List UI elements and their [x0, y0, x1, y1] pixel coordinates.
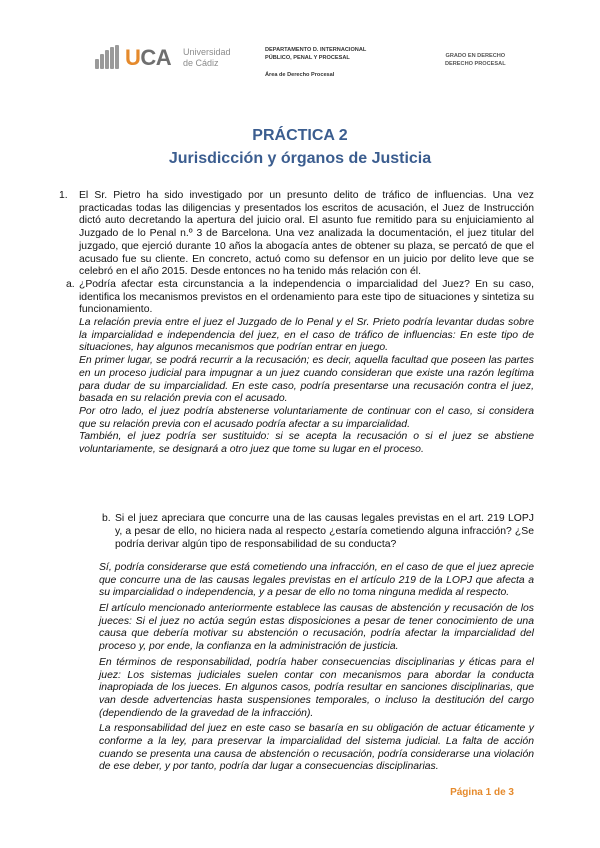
question-1b-block — [62, 503, 534, 777]
question-1a — [66, 278, 534, 317]
degree-block — [445, 53, 506, 68]
grado-line2: DERECHO PROCESAL — [445, 60, 506, 67]
department-block — [265, 47, 366, 80]
answer-paragraph: La responsabilidad del juez en este caso se basaría en su obligación de actuar éticamente y conforme a la ley, para preservar la imparcialidad del sistema judicial. La falta de acción cuando se presenta una causa de abstención o recusación, podría considerarse una violación de ese deber, y por tanto, podría dar lugar a consecuencias disciplinarias. — [99, 723, 534, 773]
answer-paragraph: El artículo mencionado anteriormente establece las causas de abstención y recusación de los jueces: Si el juez no actúa según estas disposiciones a pesar de tener conocimiento de una causa que debería motivar su abstención o recusación, podría afectar la imparcialidad del proceso y, por ende, la confianza en la administración de justicia. — [99, 603, 534, 653]
answer-paragraph: Por otro lado, el juez podría abstenerse voluntariamente de continuar con el caso, si considera que su relación previa con el acusado podría afectar a su imparcialidad. — [79, 405, 534, 430]
grado-line1: GRADO EN DERECHO — [445, 53, 506, 59]
question-1b-text: Si el juez apreciara que concurre una de las causas legales previstas en el art. 219 LOPJ y, a pesar de ello, no hiciera nada al respecto ¿estaría cometiendo alguna infracción? ¿Se podría derivar algún tipo de responsabilidad de su conducta? — [115, 513, 534, 550]
answer-paragraph: En términos de responsabilidad, podría haber consecuencias disciplinarias y éticas para el juez: Los sistemas judiciales suelen contar con mecanismos para abordar la conducta inapropiada de los jueces. En algunos casos, podría resultar en sanciones disciplinarias, que van desde advertencias hasta suspensiones temporales, o incluso la destitución del cargo (dependiendo de la gravedad de la infracción). — [99, 656, 534, 719]
answer-paragraph: También, el juez podría ser sustituido: si se acepta la recusación o si el juez se abstiene voluntariamente, se designará a otro juez que tome su lugar en el proceso. — [79, 431, 534, 456]
sub-letter-b: b. — [102, 513, 111, 525]
dept-line1: DEPARTAMENTO D. INTERNACIONAL — [265, 47, 367, 53]
uca-logo — [95, 43, 255, 75]
uca-logo-icon — [95, 45, 121, 71]
question-1a-text: ¿Podría afectar esta circunstancia a la independencia o imparcialidad del Juez? En su caso, identifica los mecanismos previstos en el ordenamiento para este tipo de situaciones y sintetiza su funcionamiento. — [79, 278, 534, 316]
question-1b — [102, 513, 534, 551]
practice-title: PRÁCTICA 2 — [252, 127, 348, 144]
logo-wordmark — [125, 45, 171, 71]
answer-paragraph: La relación previa entre el juez el Juzgado de lo Penal y el Sr. Prieto podría levantar dudas sobre la imparcialidad e independencia del juez, en el caso de tráfico de influencias: En este tipo de situaciones, hay algunos mecanismos que podrían entrar en juego. — [79, 317, 534, 354]
dept-line2: PÚBLICO, PENAL Y PROCESAL — [265, 54, 350, 61]
question-1 — [59, 190, 534, 457]
question-1-text: El Sr. Pietro ha sido investigado por un presunto delito de tráfico de influencias. Una vez practicadas todas las diligencias y presentados los escritos de acusación, el Juez de Instrucción dictó auto decretando la apertura del juicio oral. El asunto fue remitido para su enjuiciamiento al Juzgado de lo Penal n.º 3 de Barcelona. Una vez analizada la documentación, el juez titular del juzgado, que ejerció durante 10 años la abogacía antes de obtener su plaza, se percató de que el acusado fue su cliente. En concreto, actuó como su defensor en un juicio por delito leve que se celebró en el año 2015. Desde entonces no ha tenido más relación con él. — [79, 190, 534, 278]
sub-letter-a: a. — [66, 278, 75, 290]
logo-university-name — [183, 47, 231, 69]
logo-letters-ca: CA — [140, 45, 172, 70]
logo-letter-u: U — [125, 45, 141, 70]
dept-area: Área de Derecho Procesal — [265, 72, 335, 78]
answer-paragraph: Sí, podría considerarse que está cometiendo una infracción, en el caso de que el juez aprecie que concurre una de las causas legales previstas en el artículo 219 de la LOPJ que afecta a su imparcialidad o independencia, y a pesar de ello no toma ninguna medida al respecto. — [99, 561, 534, 599]
practice-subtitle: Jurisdicción y órganos de Justicia — [168, 150, 432, 167]
page-header — [95, 43, 565, 93]
answer-paragraph: En primer lugar, se podrá recurrir a la recusación; es decir, aquella facultad que poseen las partes en un proceso judicial para impugnar a un juez cuando consideran que existe una razón legítima para dudar de su imparcialidad. En este caso, podría presentarse una recusación contra el juez, basada en su relación previa con el acusado. — [79, 355, 534, 405]
logo-sub-line1: Universidad — [183, 47, 231, 57]
logo-sub-line2: de Cádiz — [183, 58, 219, 68]
question-number: 1. — [59, 190, 68, 201]
page-number: Página 1 de 3 — [450, 787, 514, 798]
